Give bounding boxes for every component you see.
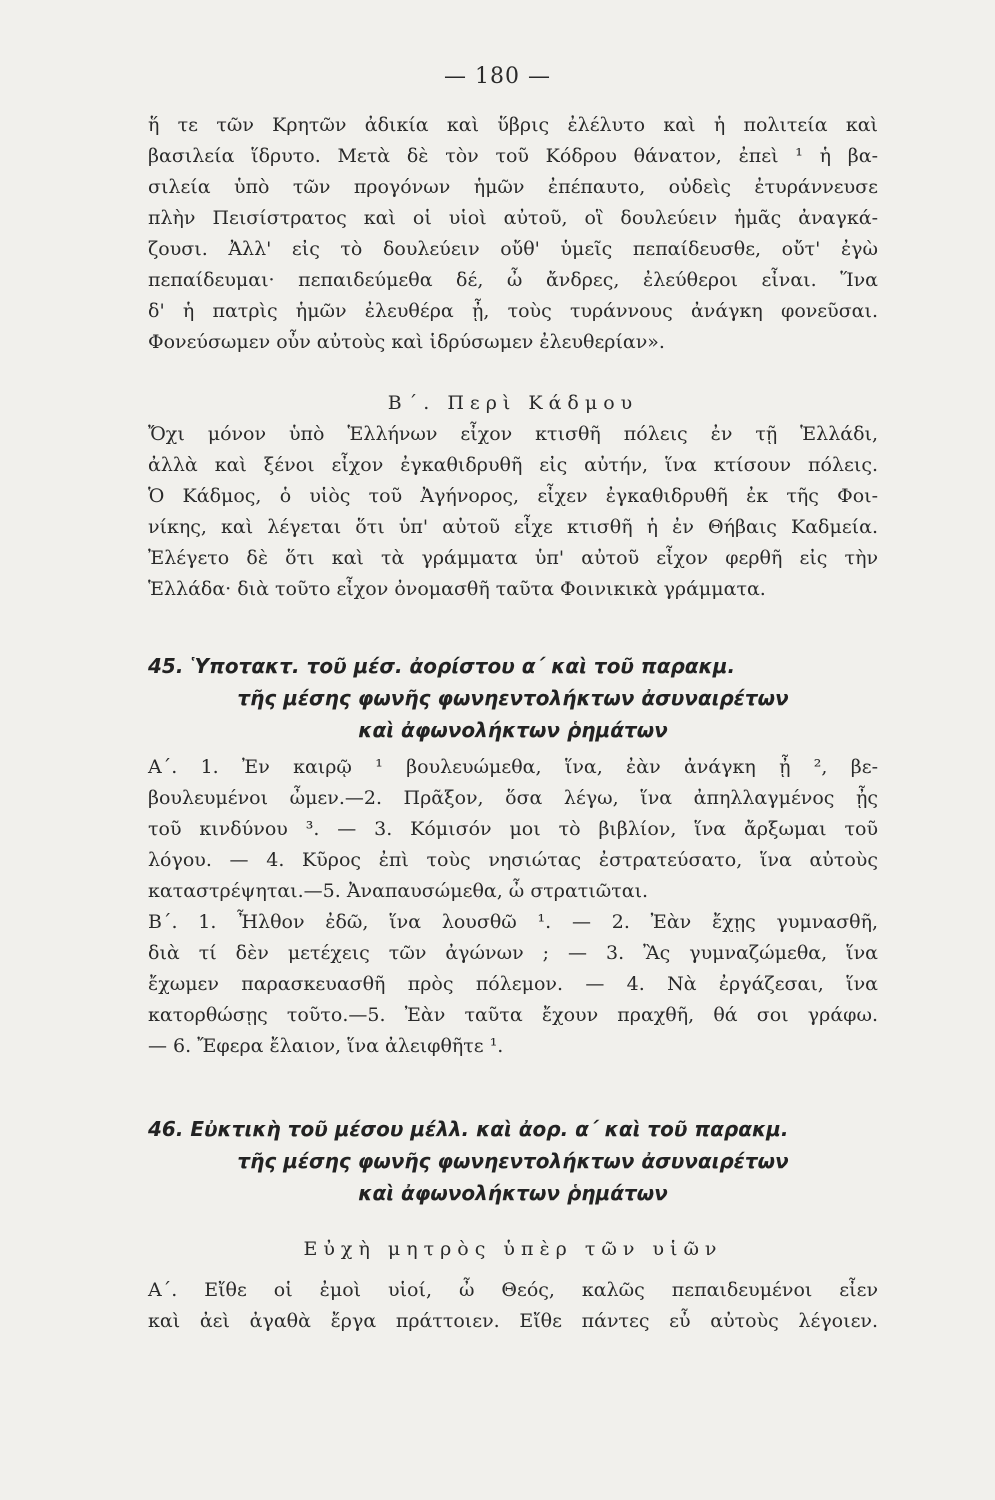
- text-line: καταστρέψηται.—5. Ἀναπαυσώμεθα, ὦ στρατιῶται.: [148, 880, 649, 902]
- heading-line: καὶ ἀφωνολήκτων ῥημάτων: [358, 718, 668, 742]
- section-prayer: [148, 1234, 878, 1337]
- text-line: σιλεία ὑπὸ τῶν προγόνων ἡμῶν ἐπέπαυτο, οὐδεὶς ἐτυράννευσε: [148, 176, 878, 198]
- text-line: δ' ἡ πατρὶς ἡμῶν ἐλευθέρα ᾖ, τοὺς τυράννους ἀνάγκη φονεῦσαι.: [148, 300, 878, 322]
- heading-46: [148, 1113, 878, 1209]
- text-line: Ὄχι μόνον ὑπὸ Ἑλλήνων εἶχον κτισθῆ πόλεις ἐν τῇ Ἑλλάδι,: [148, 423, 878, 445]
- section-kadmos: [148, 388, 878, 605]
- text-line: βασιλεία ἵδρυτο. Μετὰ δὲ τὸν τοῦ Κόδρου θάνατον, ἐπεὶ ¹ ἡ βα-: [148, 145, 878, 167]
- paragraph-intro: [148, 110, 878, 358]
- text-line: ἥ τε τῶν Κρητῶν ἀδικία καὶ ὕβρις ἐλέλυτο καὶ ἡ πολιτεία καὶ: [148, 114, 878, 136]
- section-title: Εὐχὴ μητρὸς ὑπὲρ τῶν υἱῶν: [303, 1238, 723, 1260]
- heading-line: 45. Ὑποτακτ. τοῦ μέσ. ἀορίστου α΄ καὶ τοῦ παρακμ.: [148, 654, 736, 678]
- heading-line: τῆς μέσης φωνῆς φωνηεντολήκτων ἀσυναιρέτων: [237, 686, 789, 710]
- page-number: — 180 —: [444, 64, 551, 89]
- heading-45: [148, 650, 878, 746]
- text-line: λόγου. — 4. Κῦρος ἐπὶ τοὺς νησιώτας ἐστρατεύσατο, ἵνα αὐτοὺς: [148, 849, 878, 871]
- heading-line: τῆς μέσης φωνῆς φωνηεντολήκτων ἀσυναιρέτων: [237, 1149, 789, 1173]
- text-line: τοῦ κινδύνου ³. — 3. Κόμισόν μοι τὸ βιβλίον, ἵνα ἄρξωμαι τοῦ: [148, 818, 878, 840]
- text-line: — 6. Ἔφερα ἔλαιον, ἵνα ἀλειφθῆτε ¹.: [148, 1035, 504, 1057]
- text-line: Ἑλλάδα· διὰ τοῦτο εἶχον ὀνομασθῆ ταῦτα Φοινικικὰ γράμματα.: [148, 578, 766, 600]
- text-line: ἔχωμεν παρασκευασθῆ πρὸς πόλεμον. — 4. Νὰ ἐργάζεσαι, ἵνα: [148, 973, 878, 995]
- text-line: νίκης, καὶ λέγεται ὅτι ὑπ' αὐτοῦ εἶχε κτισθῆ ἡ ἐν Θήβαις Καδμεία.: [148, 516, 878, 538]
- text-line: ἀλλὰ καὶ ξένοι εἶχον ἐγκαθιδρυθῆ εἰς αὐτήν, ἵνα κτίσουν πόλεις.: [148, 454, 878, 476]
- text-line: Β΄. 1. Ἦλθον ἐδῶ, ἵνα λουσθῶ ¹. — 2. Ἐὰν ἔχῃς γυμνασθῆ,: [148, 911, 878, 933]
- heading-line: καὶ ἀφωνολήκτων ῥημάτων: [358, 1181, 668, 1205]
- text-line: ζουσι. Ἀλλ' εἰς τὸ δουλεύειν οὔθ' ὑμεῖς πεπαίδευσθε, οὔτ' ἐγὼ: [148, 238, 878, 260]
- text-line: καὶ ἀεὶ ἀγαθὰ ἔργα πράττοιεν. Εἴθε πάντες εὖ αὐτοὺς λέγοιεν.: [148, 1310, 878, 1332]
- text-line: Α΄. 1. Ἐν καιρῷ ¹ βουλευώμεθα, ἵνα, ἐὰν ἀνάγκη ᾖ ², βε-: [148, 756, 878, 778]
- exercise-45: [148, 752, 878, 1062]
- text-line: Ἐλέγετο δὲ ὅτι καὶ τὰ γράμματα ὑπ' αὐτοῦ εἶχον φερθῆ εἰς τὴν: [148, 547, 878, 569]
- section-title: Β΄. Περὶ Κάδμου: [387, 392, 639, 414]
- heading-line: 46. Εὐκτικὴ τοῦ μέσου μέλλ. καὶ ἀορ. α΄ καὶ τοῦ παρακμ.: [148, 1117, 789, 1141]
- text-line: πεπαίδευμαι· πεπαιδεύμεθα δέ, ὦ ἄνδρες, ἐλεύθεροι εἶναι. Ἵνα: [148, 269, 878, 291]
- text-line: κατορθώσῃς τοῦτο.—5. Ἐὰν ταῦτα ἔχουν πραχθῆ, θά σοι γράφω.: [148, 1004, 878, 1026]
- text-line: διὰ τί δὲν μετέχεις τῶν ἀγώνων ; — 3. Ἂς γυμναζώμεθα, ἵνα: [148, 942, 878, 964]
- text-line: Ὁ Κάδμος, ὁ υἱὸς τοῦ Ἀγήνορος, εἶχεν ἐγκαθιδρυθῆ ἐκ τῆς Φοι-: [148, 485, 878, 507]
- text-line: Α΄. Εἴθε οἱ ἐμοὶ υἱοί, ὦ Θεός, καλῶς πεπαιδευμένοι εἶεν: [148, 1279, 878, 1301]
- text-line: βουλευμένοι ὦμεν.—2. Πρᾶξον, ὅσα λέγω, ἵνα ἀπηλλαγμένος ᾖς: [148, 787, 878, 809]
- text-line: Φονεύσωμεν οὖν αὐτοὺς καὶ ἱδρύσωμεν ἐλευθερίαν».: [148, 331, 665, 353]
- text-line: πλὴν Πεισίστρατος καὶ οἱ υἱοὶ αὐτοῦ, οἳ δουλεύειν ἡμᾶς ἀναγκά-: [148, 207, 878, 229]
